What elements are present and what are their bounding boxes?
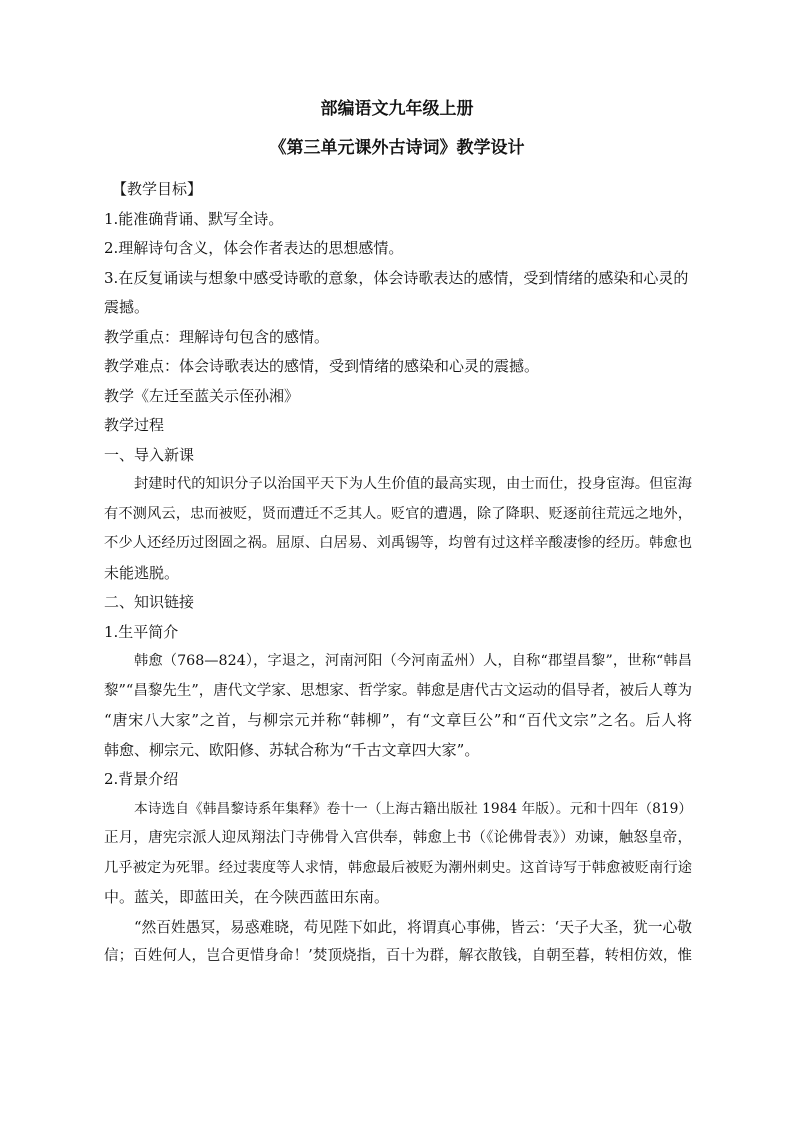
paragraph-line: 有不测风云，忠而被贬，贤而遭迁不乏其人。贬官的遭遇，除了降职、贬逐前往荒远之地外， — [104, 505, 692, 522]
document-subtitle: 《第三单元课外古诗词》教学设计 — [269, 138, 525, 158]
paragraph-line: 封建时代的知识分子以治国平天下为人生价值的最高实现，由士而仕，投身宦海。但宦海 — [134, 476, 692, 492]
goal-item-3-line-2: 震撼。 — [104, 298, 150, 316]
goal-item-1: 1.能准确背诵、默写全诗。 — [104, 209, 284, 228]
paragraph-line: 黎”“昌黎先生”，唐代文学家、思想家、哲学家。韩愈是唐代古文运动的倡导者，被后人尊为 — [104, 682, 692, 699]
section-heading-intro: 一、导入新课 — [104, 445, 195, 464]
poem-title: 教学《左迁至蓝关示侄孙湘》 — [104, 386, 300, 405]
goal-item-2: 2.理解诗句含义，体会作者表达的思想感情。 — [104, 239, 404, 257]
paragraph-line: 中。蓝关，即蓝田关，在今陕西蓝田东南。 — [104, 888, 390, 906]
paragraph-line: 韩愈（768—824），字退之，河南河阳（今河南孟州）人，自称“郡望昌黎”，世称“韩昌 — [134, 653, 692, 669]
paragraph-line: 不少人还经历过囹圄之祸。屈原、白居易、刘禹锡等，均曾有过这样辛酸凄惨的经历。韩愈也 — [104, 535, 692, 551]
paragraph-line: 信；百姓何人，岂合更惜身命！’焚顶烧指，百十为群，解衣散钱，自朝至暮，转相仿效，惟 — [104, 948, 692, 964]
sub-heading-biography: 1.生平简介 — [104, 622, 179, 641]
document-body — [104, 175, 692, 972]
paragraph-line: “唐宋八大家”之首，与柳宗元并称“韩柳”，有“文章巨公”和“百代文宗”之名。后人将 — [104, 711, 692, 729]
paragraph-line: 韩愈、柳宗元、欧阳修、苏轼合称为“千古文章四大家”。 — [104, 740, 480, 759]
process-heading: 教学过程 — [104, 416, 165, 434]
paragraph-line: 未能逃脱。 — [104, 563, 180, 582]
paragraph-line: “然百姓愚冥，易惑难晓，苟见陛下如此，将谓真心事佛，皆云：‘天子大圣，犹一心敬 — [134, 918, 692, 936]
paragraph-line: 几乎被定为死罪。经过裴度等人求情，韩愈最后被贬为潮州刺史。这首诗写于韩愈被贬南行途 — [104, 859, 692, 876]
intro-paragraph — [104, 470, 692, 588]
document-title: 部编语文九年级上册 — [320, 99, 474, 119]
biography-paragraph — [104, 647, 692, 765]
key-point: 教学重点：理解诗句包含的感情。 — [104, 327, 330, 346]
paragraph-line: 正月，唐宪宗派人迎凤翔法门寺佛骨入宫供奉，韩愈上书（《论佛骨表》）劝谏，触怒皇帝， — [104, 830, 692, 846]
paragraph-line: 本诗选自《韩昌黎诗系年集释》卷十一（上海古籍出版社 1984 年版）。元和十四年（819） — [134, 800, 693, 817]
background-paragraph — [104, 795, 692, 913]
goal-item-3-line-1: 3.在反复诵读与想象中感受诗歌的意象，体会诗歌表达的感情，受到情绪的感染和心灵的 — [104, 268, 689, 287]
goals-heading: 【教学目标】 — [112, 180, 203, 198]
difficulty-point: 教学难点：体会诗歌表达的感情，受到情绪的感染和心灵的震撼。 — [104, 357, 540, 375]
section-heading-knowledge: 二、知识链接 — [104, 593, 195, 611]
sub-heading-background: 2.背景介绍 — [104, 770, 179, 788]
quote-paragraph — [104, 913, 692, 972]
